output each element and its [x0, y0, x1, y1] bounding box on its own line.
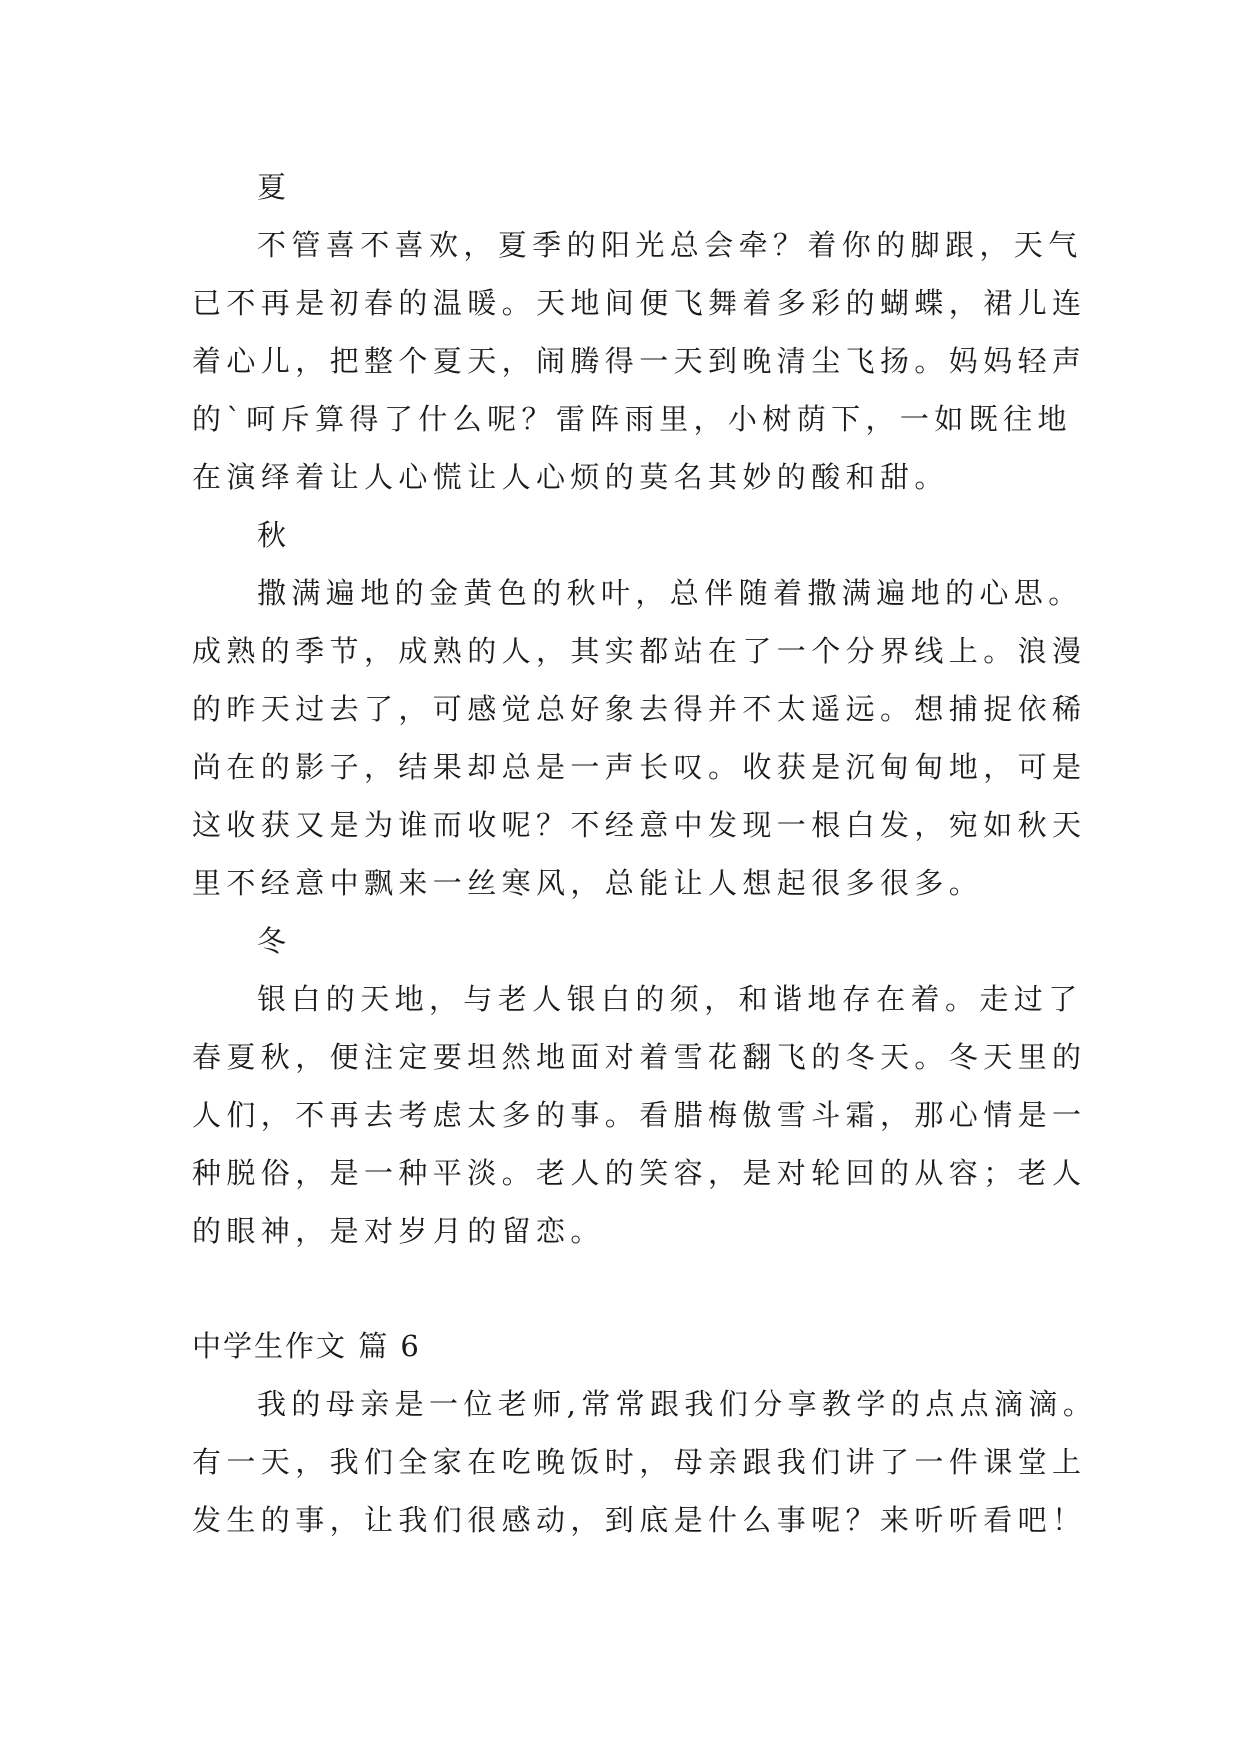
paragraph-line: 成熟的季节，成熟的人，其实都站在了一个分界线上。浪漫: [192, 634, 1087, 668]
paragraph-line: 的`呵斥算得了什么呢？雷阵雨里，小树荫下，一如既往地: [192, 402, 1072, 436]
paragraph-line: 我的母亲是一位老师,常常跟我们分享教学的点点滴滴。: [257, 1387, 1098, 1421]
paragraph-line: 这收获又是为谁而收呢？不经意中发现一根白发，宛如秋天: [192, 808, 1087, 842]
paragraph-line: 发生的事，让我们很感动，到底是什么事呢？来听听看吧！: [192, 1503, 1087, 1537]
paragraph-line: 有一天，我们全家在吃晚饭时，母亲跟我们讲了一件课堂上: [192, 1445, 1087, 1479]
paragraph-line: 撒满遍地的金黄色的秋叶，总伴随着撒满遍地的心思。: [257, 576, 1083, 610]
paragraph-line: 种脱俗，是一种平淡。老人的笑容，是对轮回的从容；老人: [192, 1156, 1087, 1190]
paragraph-line: 不管喜不喜欢，夏季的阳光总会牵？着你的脚跟，天气: [257, 228, 1083, 262]
paragraph-line: 在演绎着让人心慌让人心烦的莫名其妙的酸和甜。: [192, 460, 949, 494]
section-title-winter: 冬: [257, 924, 292, 958]
paragraph-line: 着心儿，把整个夏天，闹腾得一天到晚清尘飞扬。妈妈轻声: [192, 344, 1087, 378]
essay-heading: 中学生作文 篇 6: [192, 1329, 421, 1363]
section-title-autumn: 秋: [257, 518, 292, 552]
paragraph-line: 的眼神，是对岁月的留恋。: [192, 1214, 605, 1248]
paragraph-line: 尚在的影子，结果却总是一声长叹。收获是沉甸甸地，可是: [192, 750, 1087, 784]
paragraph-line: 银白的天地，与老人银白的须，和谐地存在着。走过了: [257, 982, 1083, 1016]
paragraph-line: 春夏秋，便注定要坦然地面对着雪花翻飞的冬天。冬天里的: [192, 1040, 1087, 1074]
section-title-summer: 夏: [257, 170, 292, 204]
paragraph-line: 里不经意中飘来一丝寒风，总能让人想起很多很多。: [192, 866, 984, 900]
paragraph-line: 已不再是初春的温暖。天地间便飞舞着多彩的蝴蝶，裙儿连: [192, 286, 1087, 320]
paragraph-line: 人们，不再去考虑太多的事。看腊梅傲雪斗霜，那心情是一: [192, 1098, 1087, 1132]
paragraph-line: 的昨天过去了，可感觉总好象去得并不太遥远。想捕捉依稀: [192, 692, 1087, 726]
